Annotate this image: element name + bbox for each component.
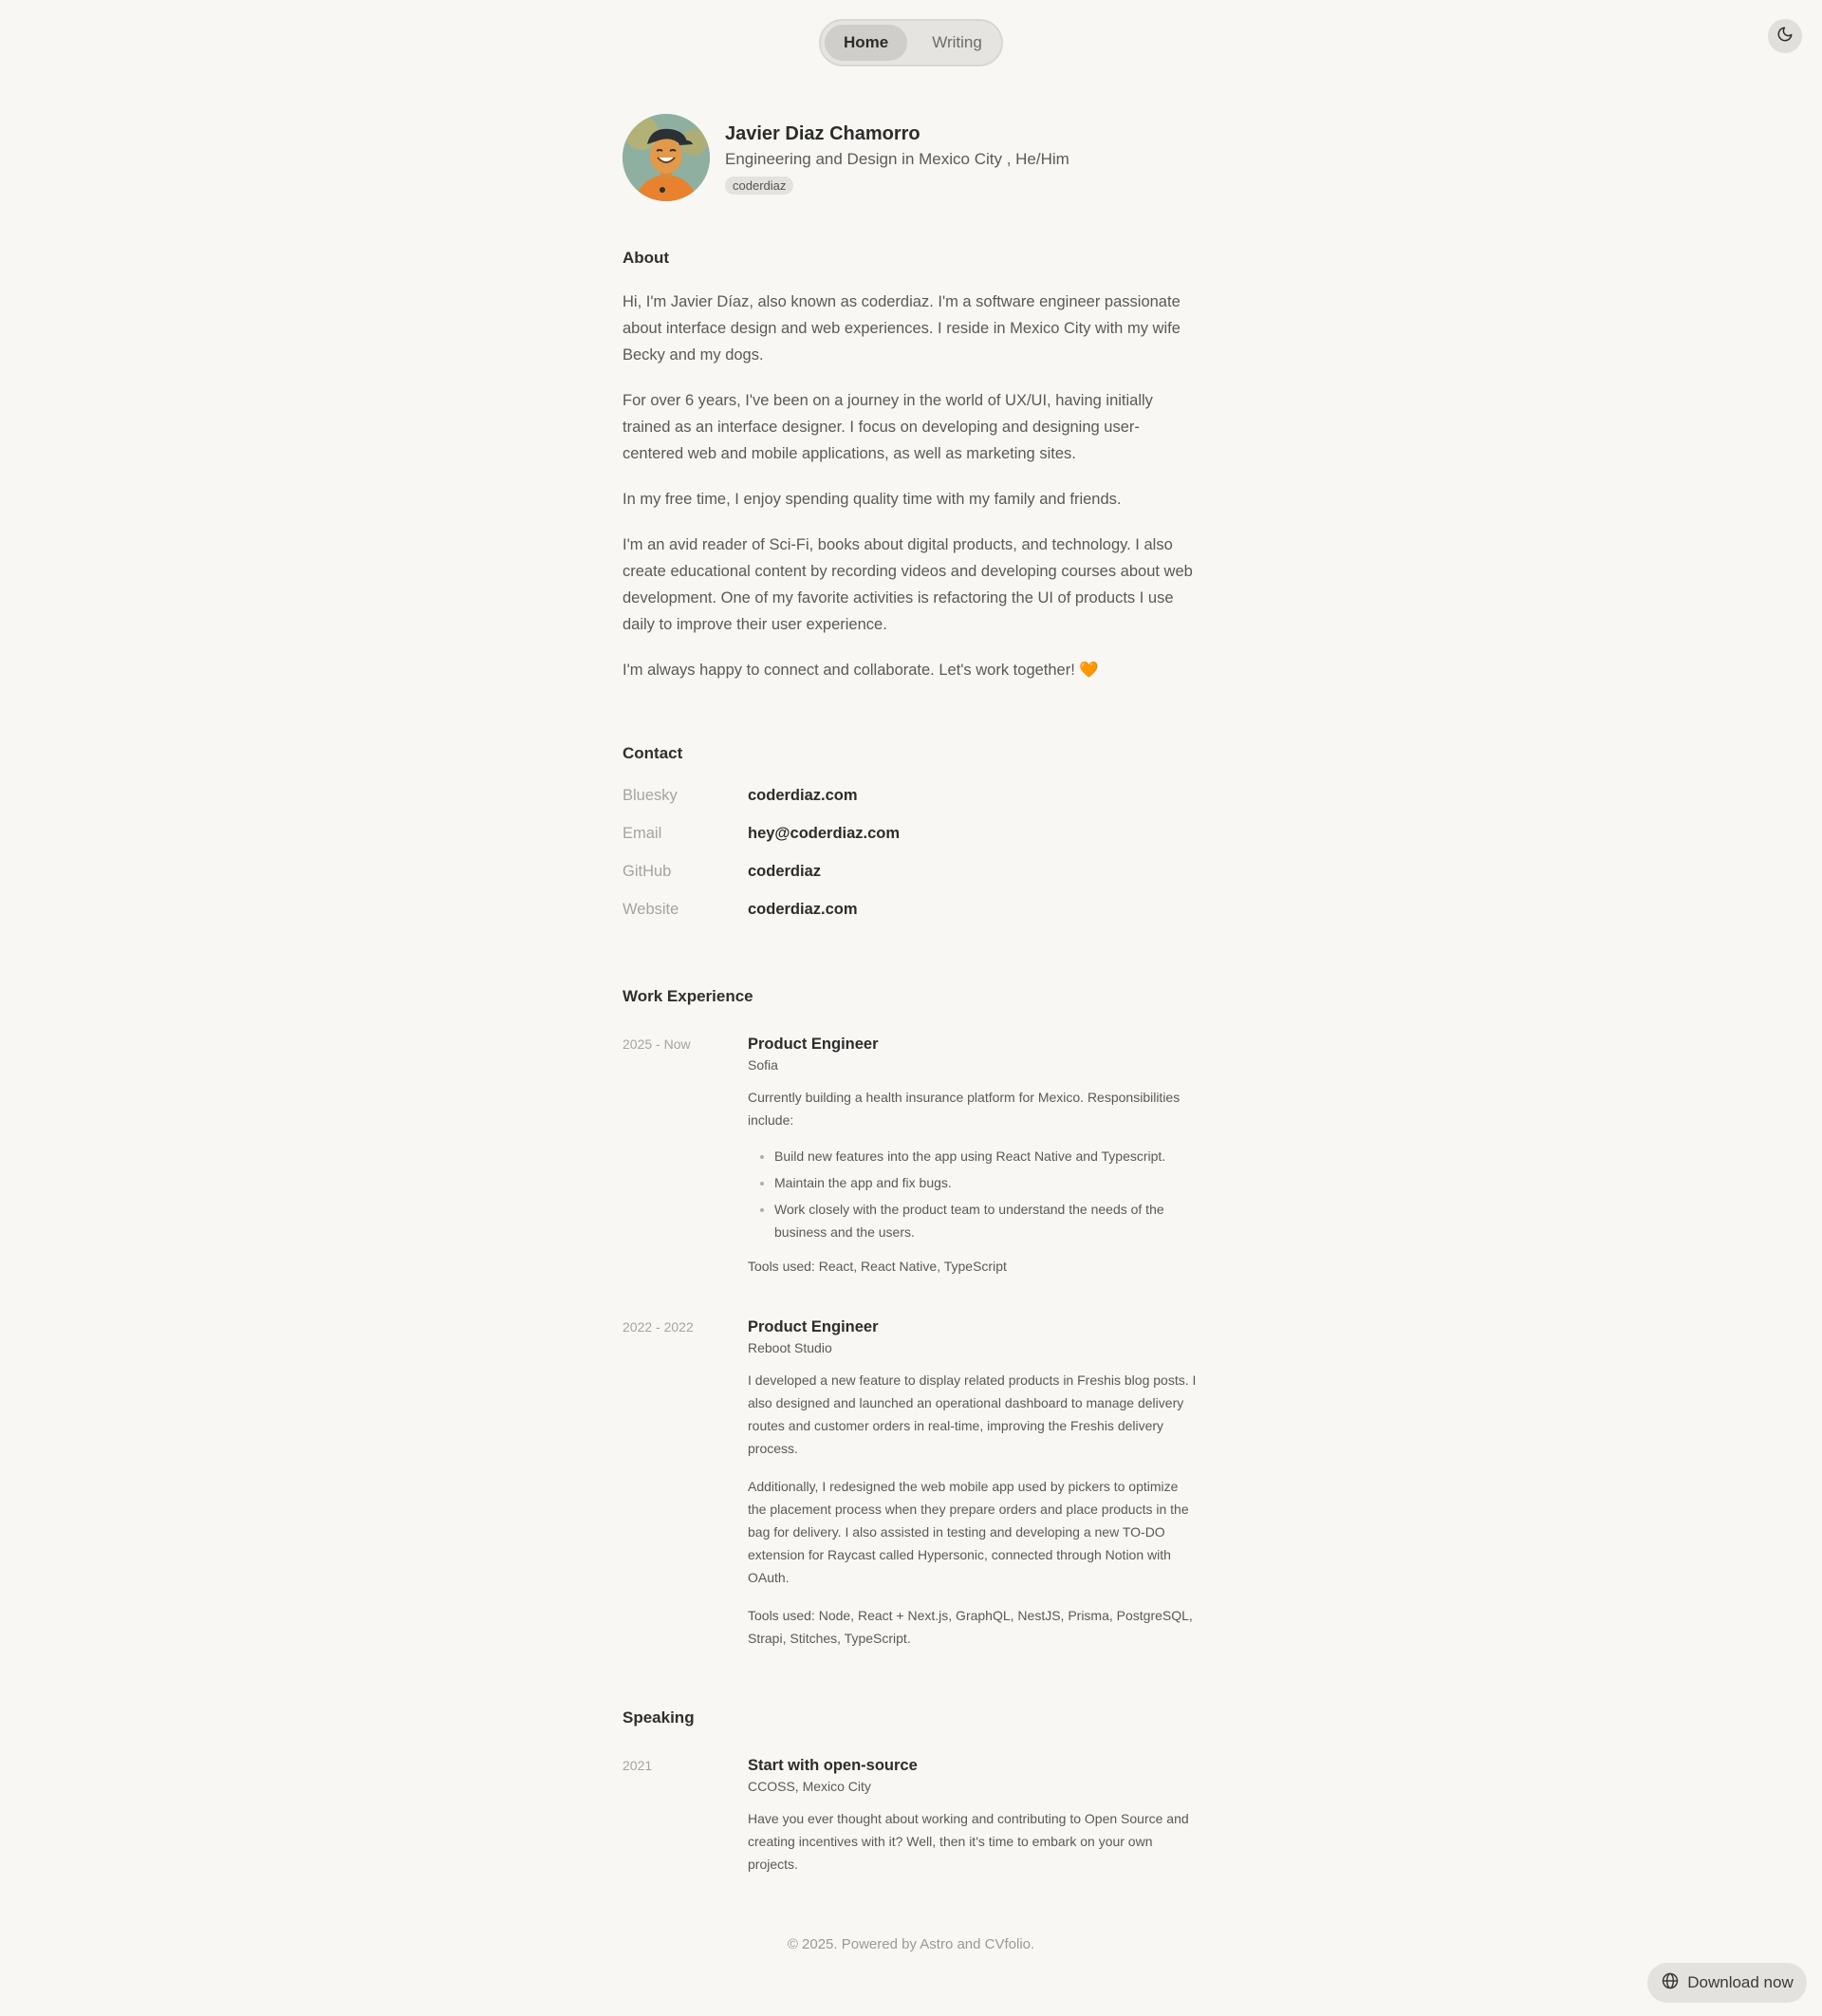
entry-title: Start with open-source [748,1757,918,1774]
work-experience-section [623,985,1199,1650]
username-badge: coderdiaz [725,177,793,195]
contact-label: Website [623,900,679,918]
list-item: • Build new features into the app using React Native and Typescript. [774,1145,1199,1167]
contact-list [623,776,1199,928]
work-title: Work Experience [623,987,753,1005]
email-link[interactable]: hey@coderdiaz.com [748,824,901,842]
profile-name: Javier Diaz Chamorro [725,122,920,144]
theme-toggle-button[interactable] [1768,19,1802,53]
bluesky-link[interactable]: coderdiaz.com [748,786,858,804]
about-paragraph: Hi, I'm Javier Díaz, also known as coderdiaz. I'm a software engineer passionate about interface design and web experiences. I reside in Mexico City with my wife Becky and my dogs. [623,293,1181,364]
entry-tools: Tools used: Node, React + Next.js, GraphQL, NestJS, Prisma, PostgreSQL, Strapi, Stitches, TypeScript. [748,1608,1193,1646]
about-paragraph: I'm an avid reader of Sci-Fi, books about digital products, and technology. I also create educational content by recording videos and developing courses about web development. One of my favorite activities is refactoring the UI of products I use daily to improve their user experience. [623,536,1193,633]
entry-description: I developed a new feature to display related products in Freshis blog posts. I also designed and launched an operational dashboard to manage delivery routes and customer orders in real-time, improving the Freshis delivery process. [748,1372,1197,1456]
contact-label: GitHub [623,862,672,880]
profile-header [623,114,1199,201]
profile-subtitle: Engineering and Design in Mexico City , He/Him [725,149,1069,168]
entry-date: 2025 - Now [623,1036,691,1052]
entry-company: Sofia [748,1057,778,1073]
list-item: • Maintain the app and fix bugs. [774,1171,1199,1194]
website-link[interactable]: coderdiaz.com [748,900,858,918]
download-button[interactable] [1647,1963,1807,2003]
tab-home[interactable]: Home [825,25,907,61]
contact-title: Contact [623,744,683,762]
globe-icon [1661,1971,1680,1995]
contact-section [623,742,1199,928]
entry-body [748,1033,1199,1278]
entry-title: Product Engineer [748,1036,879,1053]
entry-description: Additionally, I redesigned the web mobile app used by pickers to optimize the placement process when they prepare orders and place products in the bag for delivery. I also assisted in testing and developing a new TO-DO extension for Raycast called Hypersonic, connected through Notion with OAuth. [748,1479,1189,1585]
entry-company: Reboot Studio [748,1340,832,1355]
work-entry [623,1033,1199,1278]
work-entry [623,1316,1199,1650]
contact-row-bluesky [623,776,1199,814]
responsibilities-list [748,1145,1199,1243]
about-section [623,247,1199,683]
about-paragraph: In my free time, I enjoy spending quality time with my family and friends. [623,491,1122,508]
speaking-entry [623,1754,1199,1876]
entry-date: 2022 - 2022 [623,1319,694,1335]
about-paragraph: I'm always happy to connect and collaborate. Let's work together! 🧡 [623,662,1099,679]
contact-label: Bluesky [623,786,678,804]
footer-text: © 2025. Powered by Astro and CVfolio. [787,1936,1035,1952]
profile-info [725,121,1069,195]
avatar [623,114,710,201]
top-nav [819,19,1003,66]
entry-description: Have you ever thought about working and contributing to Open Source and creating incentives with it? Well, then it's time to embark on your own projects. [748,1811,1189,1872]
moon-icon [1776,26,1794,47]
list-item: • Work closely with the product team to understand the needs of the business and the users. [774,1198,1199,1243]
speaking-title: Speaking [623,1708,695,1727]
contact-label: Email [623,824,662,842]
entry-body [748,1316,1199,1650]
tab-writing[interactable]: Writing [932,33,982,51]
about-title: About [623,249,670,267]
speaking-section [623,1707,1199,1876]
download-label: Download now [1687,1973,1794,1991]
entry-description: Currently building a health insurance platform for Mexico. Responsibilities include: [748,1090,1181,1128]
entry-body [748,1754,1199,1876]
about-paragraph: For over 6 years, I've been on a journey in the world of UX/UI, having initially trained as an interface designer. I focus on developing and designing user-centered web and mobile applications, as well as marketing sites. [623,392,1153,462]
contact-row-email [623,814,1199,852]
entry-date: 2021 [623,1758,653,1773]
github-link[interactable]: coderdiaz [748,862,822,880]
entry-event: CCOSS, Mexico City [748,1779,871,1794]
contact-row-website [623,890,1199,928]
entry-tools: Tools used: React, React Native, TypeScript [748,1259,1007,1274]
main-content [623,114,1199,1876]
contact-row-github [623,852,1199,890]
entry-title: Product Engineer [748,1318,879,1335]
footer [0,1936,1822,1952]
